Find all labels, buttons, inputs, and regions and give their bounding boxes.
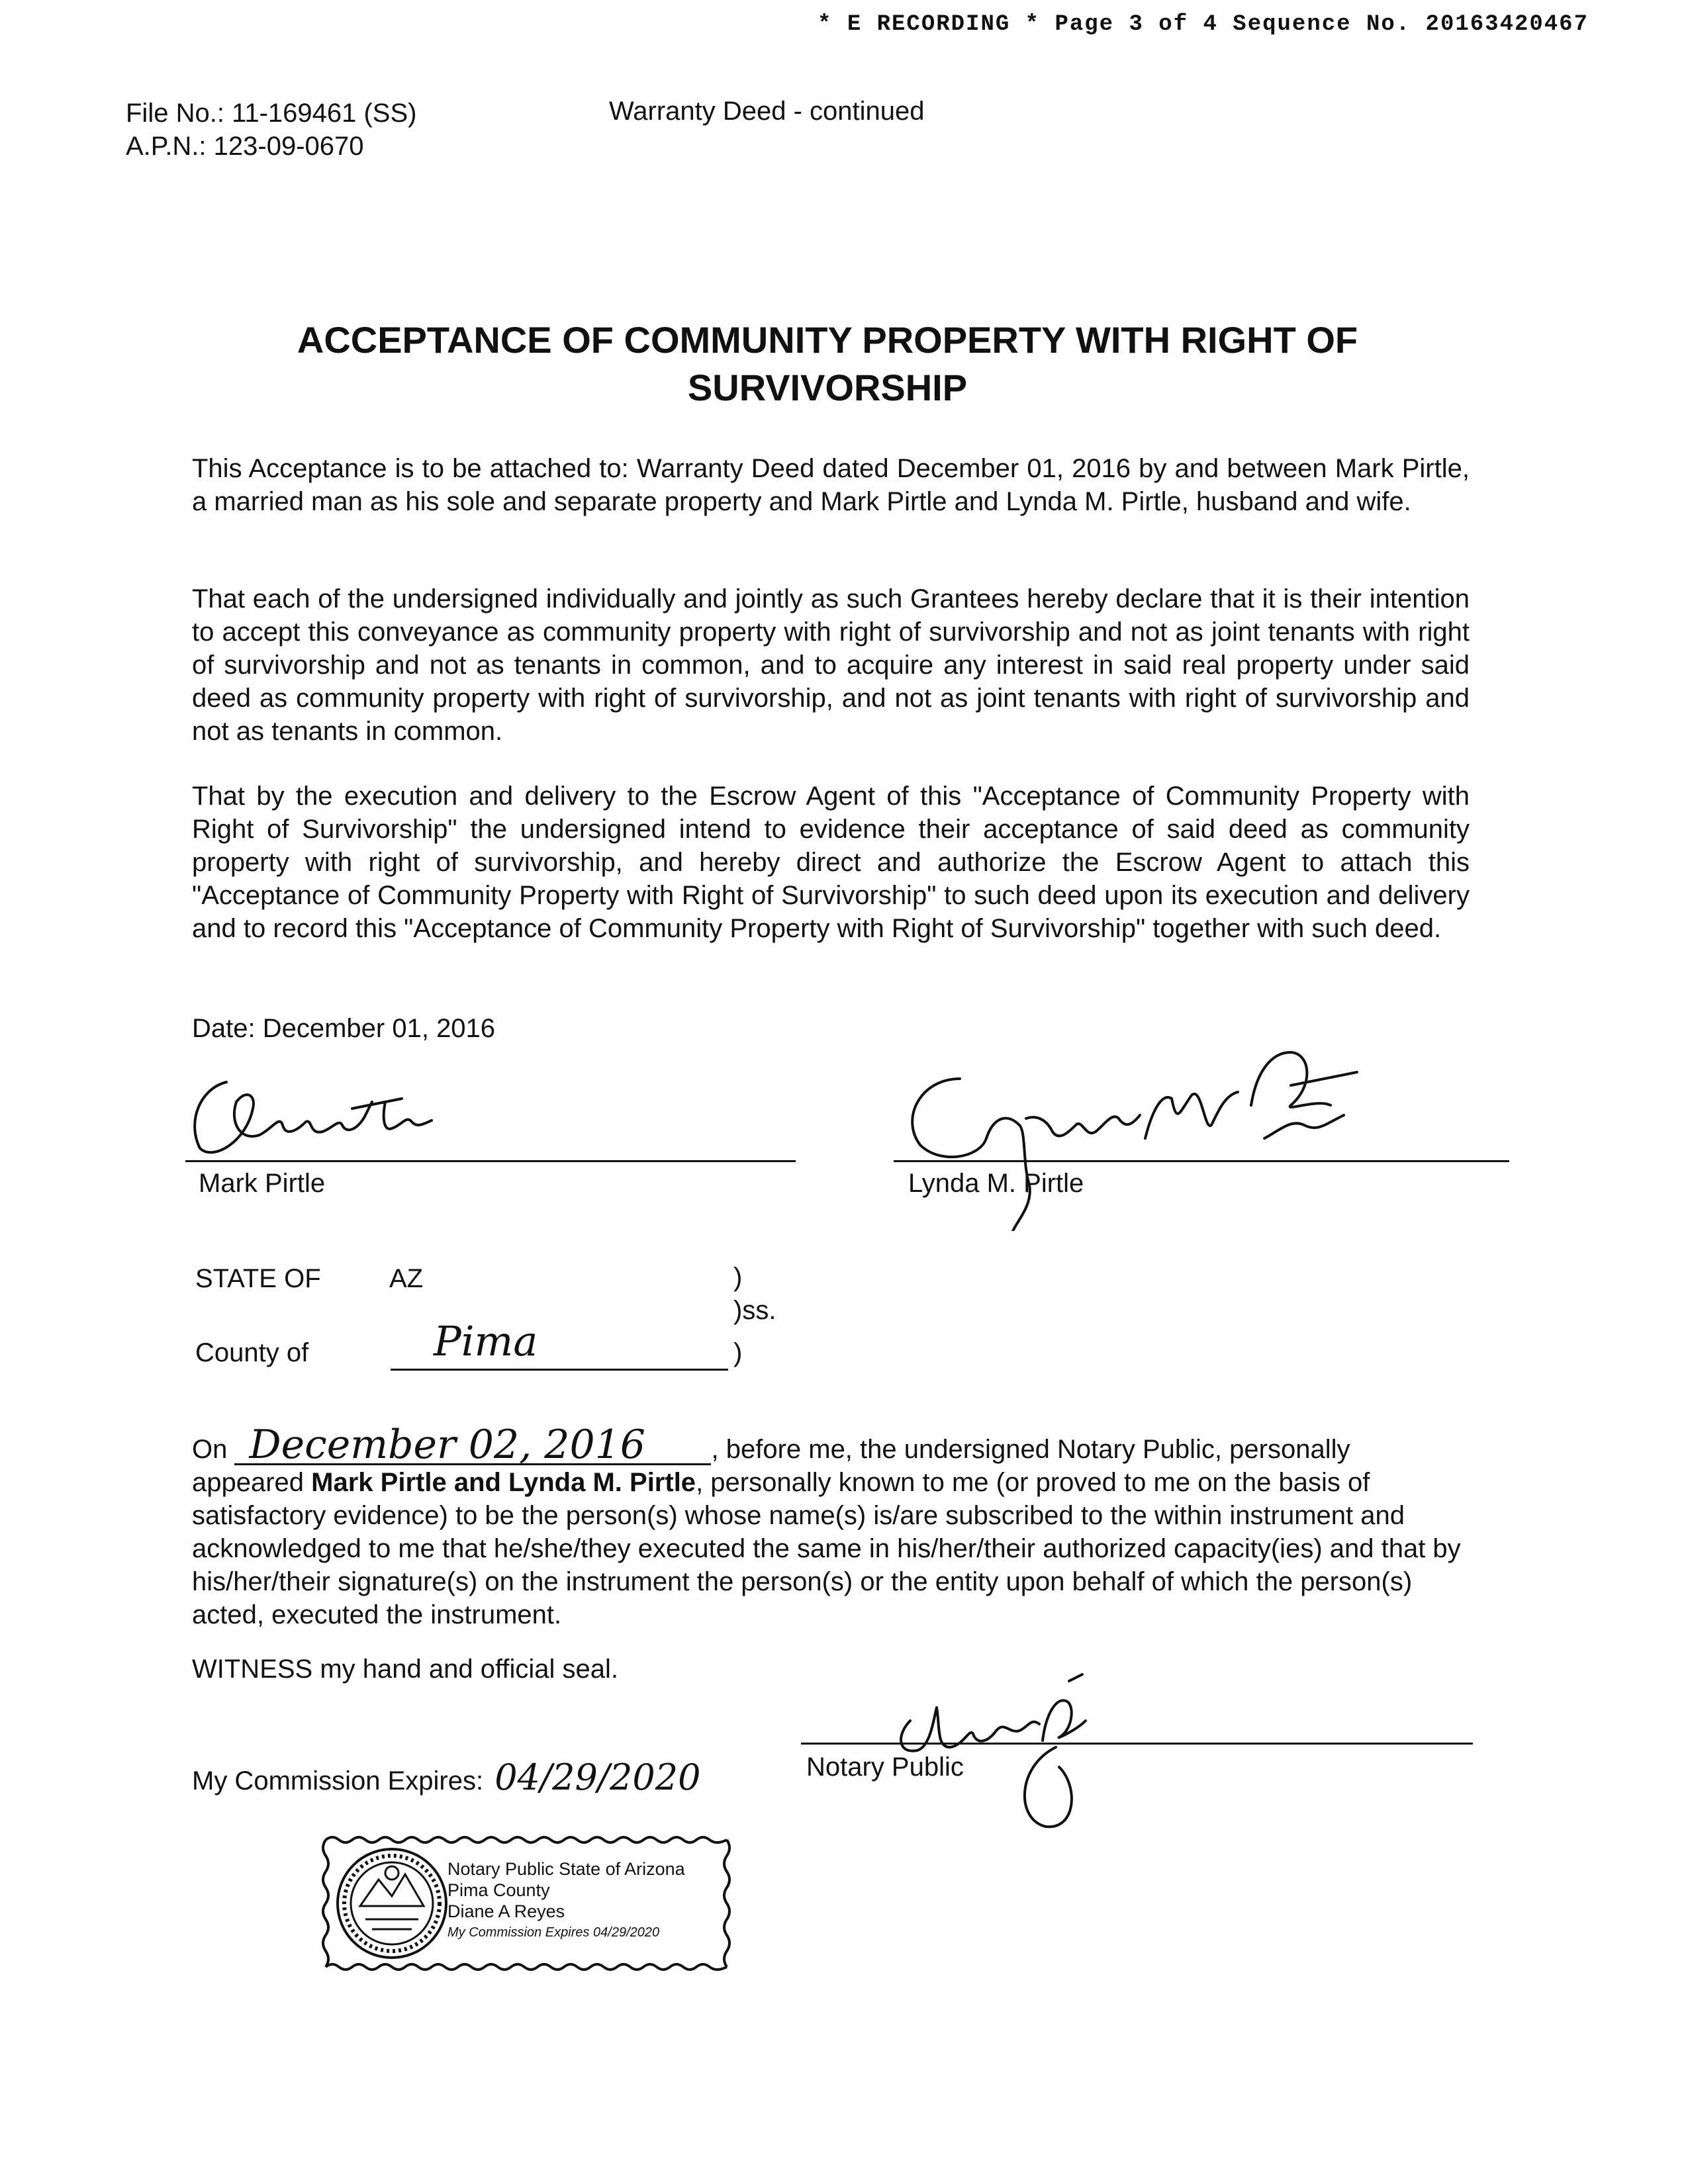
acknowledgment-date-handwritten: December 02, 2016 xyxy=(234,1426,711,1465)
commission-label: My Commission Expires: xyxy=(192,1766,484,1796)
date-line: Date: December 01, 2016 xyxy=(192,1014,496,1043)
signature-mark-pirtle xyxy=(173,1062,491,1175)
file-number: File No.: 11-169461 (SS) xyxy=(126,99,417,128)
state-label: STATE OF xyxy=(195,1264,321,1293)
before-me-text: , before me, the undersigned Notary Public, personally xyxy=(711,1435,1350,1464)
deed-continued-label: Warranty Deed - continued xyxy=(609,97,925,126)
signature-lynda-pirtle xyxy=(894,1032,1410,1231)
recording-header: * E RECORDING * Page 3 of 4 Sequence No. 20163420467 xyxy=(818,12,1589,37)
venue-ss: )ss. xyxy=(733,1296,776,1325)
state-value: AZ xyxy=(389,1264,424,1293)
signer-name-left: Mark Pirtle xyxy=(199,1169,326,1198)
notary-signature-line xyxy=(801,1743,1473,1745)
paragraph-escrow: That by the execution and delivery to the Escrow Agent of this "Acceptance of Community Property with Right of Survivorship" the undersigned intend to evidence their acceptance of said deed as community property with right of survivorship, and hereby direct and authorize the Escrow Agent to attach this "Acceptance of Community Property with Right of Survivorship" to such deed upon its execution and delivery and to record this "Acceptance of Community Property with Right of Survivorship" together with such deed. xyxy=(192,782,1470,943)
notary-seal-text xyxy=(447,1858,685,1943)
signer-name-right: Lynda M. Pirtle xyxy=(908,1169,1084,1198)
file-info xyxy=(126,97,416,163)
seal-line-3: Diane A Reyes xyxy=(447,1901,565,1921)
paragraph-attachment: This Acceptance is to be attached to: Warranty Deed dated December 01, 2016 by and between Mark Pirtle, a married man as his sole and separate property and Mark Pirtle and Lynda M. Pirtle, husband and wife. xyxy=(192,454,1470,516)
commission-expiry xyxy=(192,1756,700,1798)
title-line-2: SURVIVORSHIP xyxy=(687,367,968,408)
apn-number: A.P.N.: 123-09-0670 xyxy=(126,132,364,161)
notary-acknowledgment xyxy=(192,1422,1470,1631)
venue-paren-bottom: ) xyxy=(733,1338,743,1367)
seal-line-4: My Commission Expires 04/29/2020 xyxy=(447,1925,660,1940)
witness-line: WITNESS my hand and official seal. xyxy=(192,1655,618,1684)
commission-date-handwritten: 04/29/2020 xyxy=(494,1756,701,1798)
paragraph-declaration: That each of the undersigned individually and jointly as such Grantees hereby declare that it is their intention to accept this conveyance as community property with right of survivorship and not as joint tenants with right of survivorship and not as tenants in common, and to acquire any interest in said real property under said deed as community property with right of survivorship, and not as joint tenants with right of survivorship and not as tenants in common. xyxy=(192,584,1470,746)
appeared-names: Mark Pirtle and Lynda M. Pirtle xyxy=(311,1468,696,1497)
signature-line-right xyxy=(894,1160,1509,1162)
on-label: On xyxy=(192,1435,228,1464)
county-label: County of xyxy=(195,1338,309,1367)
notary-public-label: Notary Public xyxy=(806,1752,964,1782)
acknowledgment-body: , personally known to me (or proved to me on the basis of satisfactory evidence) to be the person(s) whose name(s) is/are subscribed to the within instrument and acknowledged to me that he/she/they executed the same in his/her/their authorized capacity(ies) and that by his/her/their signature(s) on the instrument the person(s) or the entity upon behalf of which the person(s) acted, executed the instrument. xyxy=(192,1468,1461,1629)
document-title xyxy=(192,316,1463,412)
seal-line-2: Pima County xyxy=(447,1880,550,1900)
signature-line-left xyxy=(185,1160,796,1162)
appeared-label: appeared xyxy=(192,1468,305,1497)
seal-line-1: Notary Public State of Arizona xyxy=(447,1859,685,1879)
county-value-handwritten: Pima xyxy=(434,1317,538,1365)
venue-paren-top: ) xyxy=(733,1263,743,1292)
notary-first-line xyxy=(192,1422,1470,1468)
title-line-1: ACCEPTANCE OF COMMUNITY PROPERTY WITH RIGHT OF xyxy=(297,319,1358,361)
county-line xyxy=(391,1369,728,1371)
